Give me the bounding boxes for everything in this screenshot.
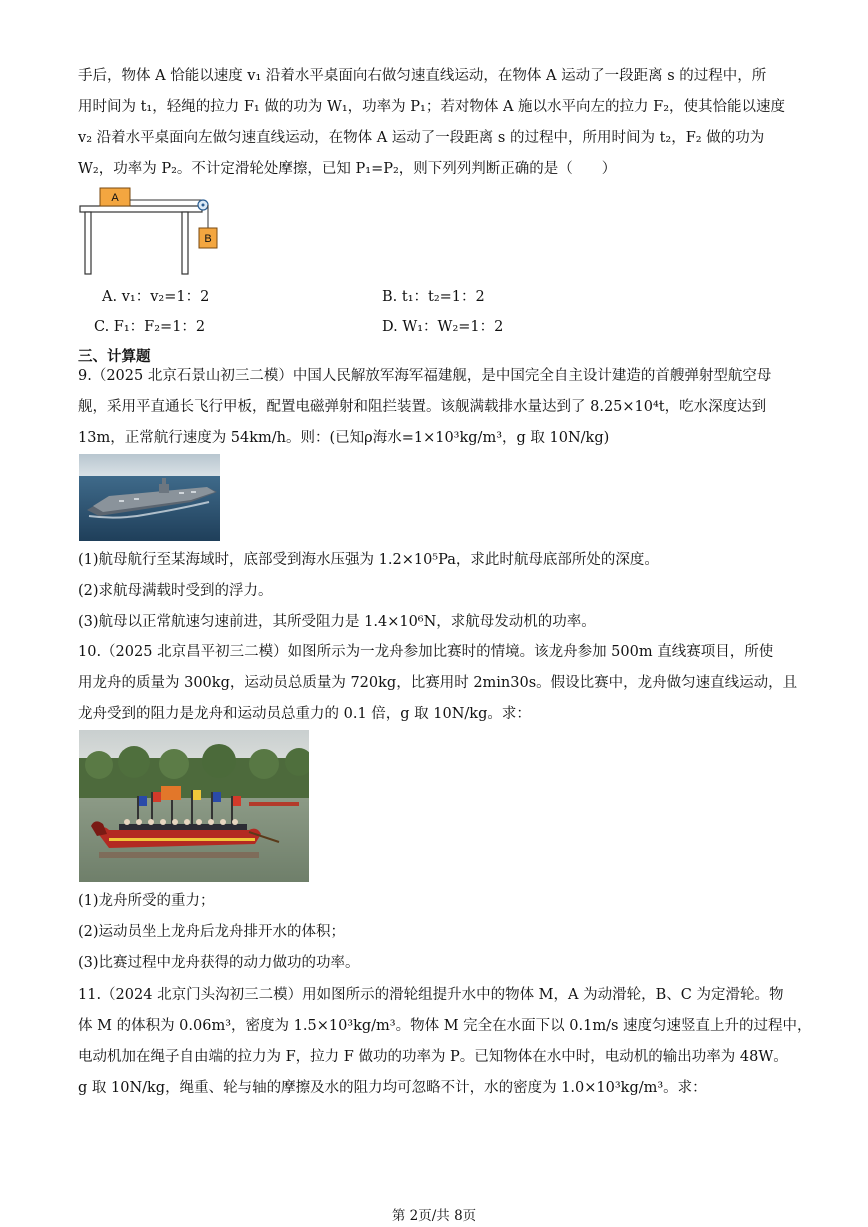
q10-part-3: (3)比赛过程中龙舟获得的动力做功的功率。 (78, 955, 360, 971)
q8-line-4: W₂，功率为 P₂。不计定滑轮处摩擦，已知 P₁=P₂，则下列列判断正确的是（ ） (78, 161, 617, 177)
q10-part-1: (1)龙舟所受的重力； (78, 893, 215, 909)
q9-line-3: 13m，正常航行速度为 54km/h。则：(已知ρ海水=1×10³kg/m³，g 取 10N/kg) (78, 430, 610, 446)
option-b: B. t₁：t₂=1：2 (382, 289, 485, 305)
option-d: D. W₁：W₂=1：2 (382, 319, 504, 335)
block-a-label: A (111, 192, 119, 204)
option-a: A. v₁：v₂=1：2 (102, 289, 210, 305)
q10-parts (78, 886, 790, 979)
section-heading: 三、计算题 (78, 348, 151, 365)
q11-line-1: 11.（2024 北京门头沟初三二模）用如图所示的滑轮组提升水中的物体 M，A 为动滑轮，B、C 为定滑轮。物 (78, 987, 784, 1003)
q8-line-2: 用时间为 t₁，轻绳的拉力 F₁ 做的功为 W₁，功率为 P₁；若对物体 A 施以水平向左的拉力 F₂，使其恰能以速度 (78, 99, 786, 115)
q9-part-3: (3)航母以正常航速匀速前进，其所受阻力是 1.4×10⁶N，求航母发动机的功率。 (78, 614, 596, 630)
q9-line-2: 舰，采用平直通长飞行甲板，配置电磁弹射和阻拦装置。该舰满载排水量达到了 8.25×10⁴t，吃水深度达到 (78, 399, 767, 415)
q11-text (78, 980, 812, 1104)
q9-part-2: (2)求航母满载时受到的浮力。 (78, 583, 273, 599)
block-b-label: B (204, 233, 212, 245)
q11-line-4: g 取 10N/kg，绳重、轮与轴的摩擦及水的阻力均可忽略不计，水的密度为 1.0×10³kg/m³。求： (78, 1080, 707, 1096)
q8-line-3: v₂ 沿着水平桌面向左做匀速直线运动，在物体 A 运动了一段距离 s 的过程中，所用时间为 t₂，F₂ 做的功为 (78, 130, 765, 146)
q11-line-3: 电动机加在绳子自由端的拉力为 F，拉力 F 做功的功率为 P。已知物体在水中时，电动机的输出功率为 48W。 (78, 1049, 788, 1065)
q9-part-1: (1)航母航行至某海域时，底部受到海水压强为 1.2×10⁵Pa，求此时航母底部所处的深度。 (78, 552, 659, 568)
q11-line-2: 体 M 的体积为 0.06m³，密度为 1.5×10³kg/m³。物体 M 完全在水面下以 0.1m/s 速度匀速竖直上升的过程中， (78, 1018, 812, 1034)
q9-parts (78, 545, 790, 638)
q10-line-1: 10.（2025 北京昌平初三二模）如图所示为一龙舟参加比赛时的情境。该龙舟参加 500m 直线赛项目，所使 (78, 644, 774, 660)
q10-text (78, 637, 798, 730)
q8-text (78, 61, 790, 185)
q10-line-3: 龙舟受到的阻力是龙舟和运动员总重力的 0.1 倍，g 取 10N/kg。求： (78, 706, 531, 722)
dragon-boat-photo (79, 730, 309, 882)
option-c: C. F₁：F₂=1：2 (94, 319, 206, 335)
q10-line-2: 用龙舟的质量为 300kg，运动员总质量为 720kg，比赛用时 2min30s。假设比赛中，龙舟做匀速直线运动，且 (78, 675, 798, 691)
q8-line-1: 手后，物体 A 恰能以速度 v₁ 沿着水平桌面向右做匀速直线运动，在物体 A 运动了一段距离 s 的过程中，所 (78, 68, 767, 84)
q8-table-pulley-figure (78, 186, 228, 278)
aircraft-carrier-photo (79, 454, 220, 541)
q10-part-2: (2)运动员坐上龙舟后龙舟排开水的体积； (78, 924, 346, 940)
q9-line-1: 9.（2025 北京石景山初三二模）中国人民解放军海军福建舰，是中国完全自主设计建造的首艘弹射型航空母 (78, 368, 772, 384)
page-number-footer: 第 2页/共 8页 (391, 1208, 477, 1224)
q9-text (78, 361, 790, 454)
